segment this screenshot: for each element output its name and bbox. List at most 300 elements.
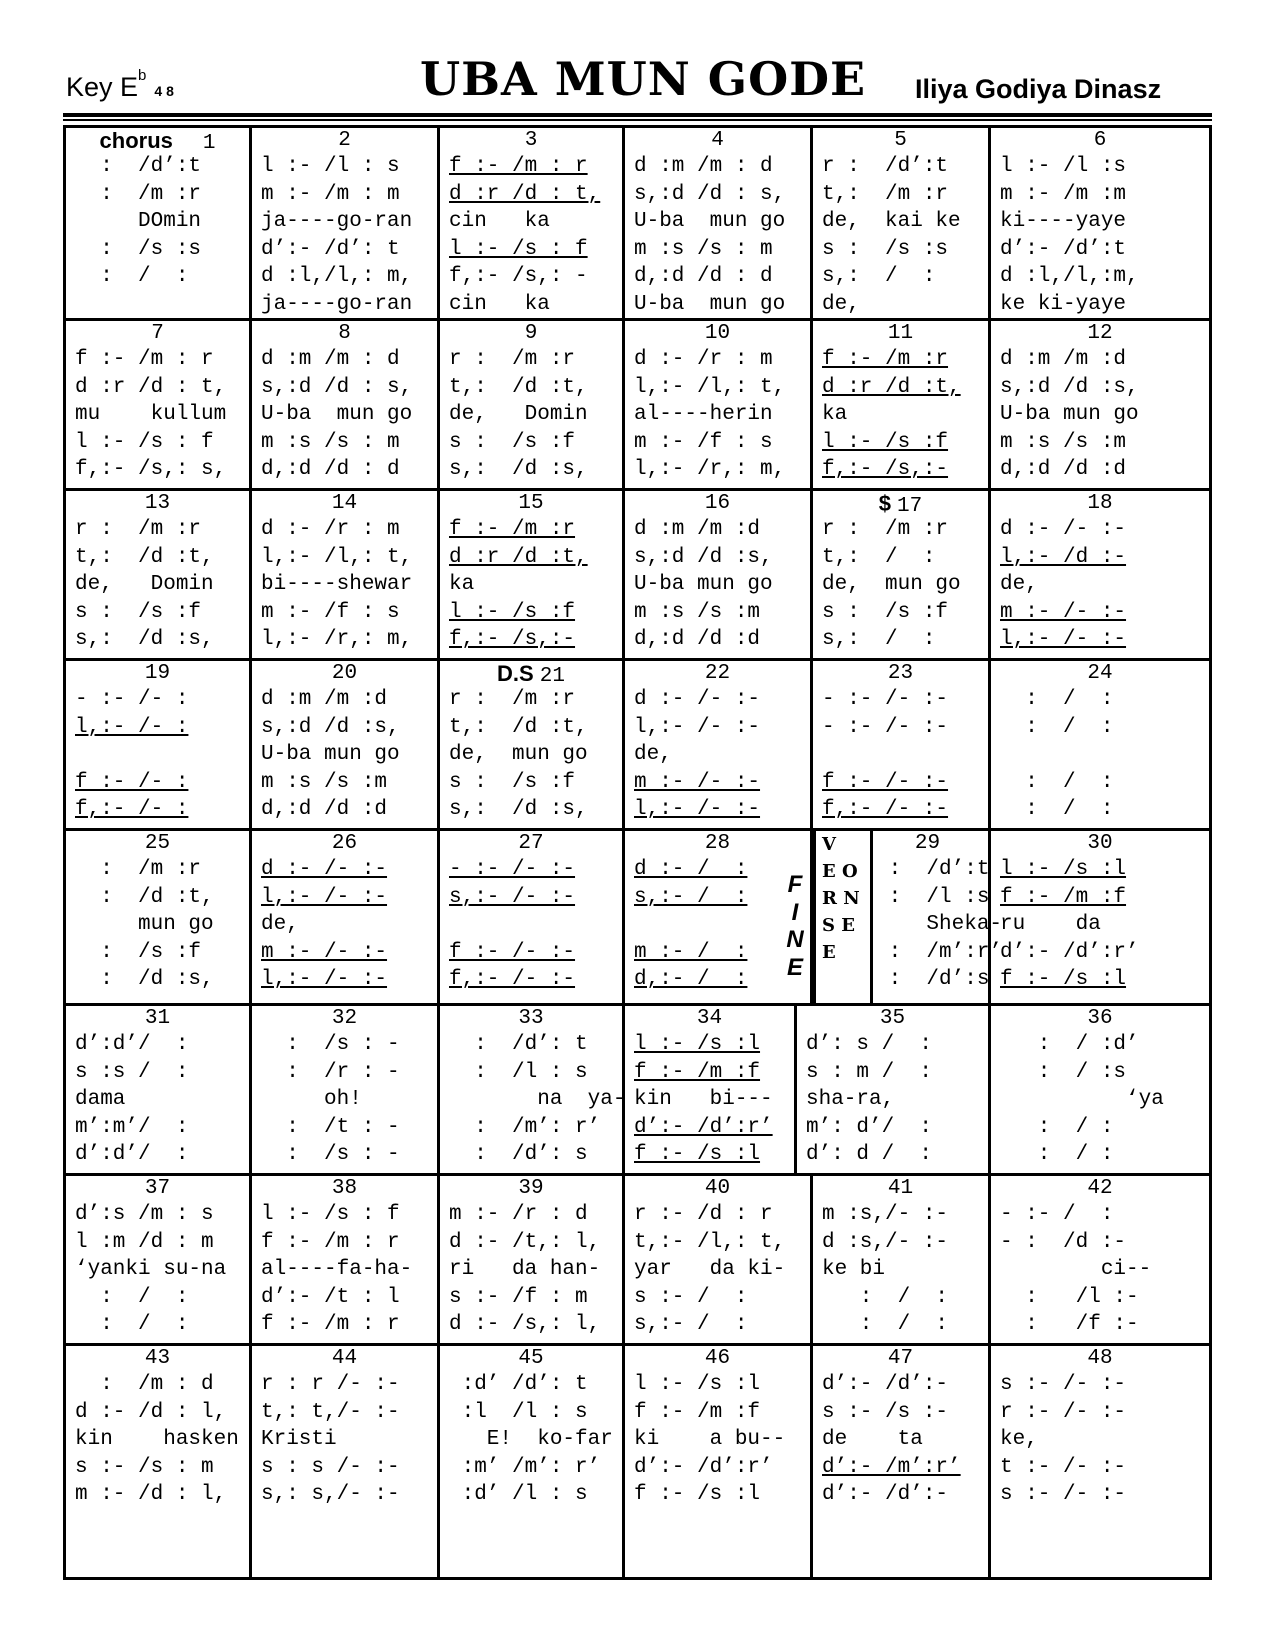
solfa-line: oh! bbox=[261, 1088, 362, 1111]
measure-1 bbox=[66, 128, 249, 318]
measure-lines bbox=[797, 1031, 988, 1169]
solfa-line: DOmin bbox=[75, 210, 202, 233]
measure-number-text: 35 bbox=[879, 1007, 906, 1030]
measure-number bbox=[252, 661, 437, 686]
measure-lines bbox=[813, 686, 988, 824]
time-signature: 4 8 bbox=[154, 83, 174, 99]
measure-lines bbox=[625, 516, 810, 654]
measure-number-text: 6 bbox=[1093, 129, 1107, 152]
solfa-line: f,:- /- :- bbox=[449, 968, 576, 991]
solfa-line: - :- /- : bbox=[75, 688, 189, 711]
solfa-line: d’:- /m’:r’ bbox=[822, 1455, 961, 1479]
solfa-line: t,: /d :t, bbox=[75, 545, 214, 569]
solfa-line: : /d :t, bbox=[75, 885, 214, 909]
solfa-line: l :- /s : f bbox=[75, 430, 214, 454]
solfa-line: s :- /- :- bbox=[1000, 1373, 1127, 1396]
measure-lines bbox=[991, 686, 1209, 824]
measure-number bbox=[625, 1006, 794, 1031]
measure-number bbox=[813, 128, 988, 153]
solfa-line: l :- /s : f bbox=[449, 237, 588, 261]
solfa-line: s : /s :f bbox=[449, 430, 576, 454]
measure-44 bbox=[249, 1346, 437, 1580]
measure-lines bbox=[625, 686, 810, 824]
solfa-line: l,:- /r,: m, bbox=[634, 458, 786, 481]
solfa-line: l :- /s : f bbox=[261, 1203, 400, 1226]
verse-letter: E bbox=[822, 942, 836, 963]
measure-number-text: 42 bbox=[1087, 1177, 1113, 1200]
solfa-line: U-ba mun go bbox=[634, 210, 786, 233]
solfa-line: de, Domin bbox=[449, 403, 588, 426]
measure-number-text: 9 bbox=[524, 322, 538, 345]
measure-number bbox=[66, 491, 249, 516]
solfa-line: m :s /s : m bbox=[634, 237, 773, 261]
solfa-line: de, bbox=[822, 292, 860, 316]
measure-lines bbox=[252, 516, 437, 654]
measure-lines bbox=[991, 516, 1209, 654]
solfa-line: f :- /- :- bbox=[449, 940, 576, 964]
solfa-line: d :l,/l,: m, bbox=[261, 265, 413, 288]
measure-lines bbox=[252, 1201, 437, 1339]
measure-31 bbox=[66, 1006, 249, 1176]
measure-number bbox=[252, 1346, 437, 1371]
fine-letter: F bbox=[787, 871, 803, 898]
measure-number-text: 48 bbox=[1087, 1347, 1113, 1370]
solfa-line: d :- /t,: l, bbox=[449, 1230, 601, 1254]
solfa-line: s,:- /- :- bbox=[449, 885, 576, 909]
solfa-line: U-ba mun go bbox=[261, 403, 413, 426]
measure-15 bbox=[437, 491, 622, 661]
fine-label bbox=[780, 871, 810, 981]
measure-number bbox=[813, 321, 988, 346]
measure-number-text: 41 bbox=[887, 1177, 914, 1200]
solfa-line: U-ba mun go bbox=[261, 743, 400, 766]
measure-lines bbox=[991, 1201, 1209, 1339]
solfa-line: : / : bbox=[1000, 1143, 1114, 1166]
measure-number bbox=[797, 1006, 988, 1031]
measure-number bbox=[440, 128, 622, 153]
solfa-line: cin ka bbox=[449, 210, 550, 233]
measure-number bbox=[991, 1346, 1209, 1371]
measure-lines bbox=[66, 153, 249, 291]
solfa-line: m :- /- :- bbox=[261, 940, 388, 964]
measure-number-text: 19 bbox=[144, 662, 171, 685]
measure-number bbox=[252, 831, 437, 856]
measure-number bbox=[813, 661, 988, 686]
solfa-line: d’:- /d’:r’ bbox=[634, 1455, 773, 1479]
solfa-line: dama bbox=[75, 1088, 126, 1111]
solfa-line: s : m / : bbox=[806, 1060, 933, 1084]
measure-number-text: 14 bbox=[331, 492, 358, 515]
solfa-line: ri da han- bbox=[449, 1258, 601, 1281]
solfa-line: ki a bu-- bbox=[634, 1428, 786, 1451]
solfa-line: : /d’:s bbox=[876, 968, 990, 991]
header-rule-thin bbox=[63, 119, 1212, 121]
verse-letter: R N bbox=[822, 888, 860, 909]
solfa-line: al----herin bbox=[634, 403, 773, 426]
solfa-line: d,:d /d :d bbox=[1000, 458, 1127, 481]
solfa-line: d :r /d : t, bbox=[75, 375, 227, 399]
solfa-line: s : /s :f bbox=[822, 600, 949, 624]
solfa-line: : / : bbox=[1000, 1115, 1114, 1139]
solfa-line: f :- /m :f bbox=[1000, 885, 1127, 909]
solfa-line: t,: / : bbox=[822, 545, 936, 569]
measure-number bbox=[252, 321, 437, 346]
solfa-line: m :- /- :- bbox=[1000, 600, 1127, 624]
solfa-line: l :m /d : m bbox=[75, 1230, 214, 1254]
solfa-line: mun go bbox=[75, 913, 214, 936]
measure-lines bbox=[991, 856, 1209, 994]
fine-letter: E bbox=[786, 953, 803, 981]
measure-17 bbox=[810, 491, 988, 661]
measure-lines bbox=[440, 686, 622, 824]
solfa-line: d’:- /t : l bbox=[261, 1285, 400, 1309]
measure-46 bbox=[622, 1346, 810, 1580]
measure-lines bbox=[625, 1371, 810, 1509]
solfa-line: f :- /s :l bbox=[634, 1483, 761, 1506]
solfa-line: na ya- bbox=[449, 1088, 626, 1111]
measure-lines bbox=[440, 856, 622, 994]
solfa-line: : / : bbox=[1000, 688, 1114, 711]
solfa-line: : /m’:r’ bbox=[876, 940, 1003, 964]
solfa-line: de, mun go bbox=[822, 573, 961, 596]
solfa-line: f :- /- :- bbox=[822, 770, 949, 794]
measure-38 bbox=[249, 1176, 437, 1346]
measure-number-text: 31 bbox=[144, 1007, 171, 1030]
measure-number-text: 44 bbox=[331, 1347, 358, 1370]
solfa-line: r : /m :r bbox=[449, 688, 576, 711]
solfa-line: m :s /s :m bbox=[1000, 430, 1127, 454]
solfa-line: yar da ki- bbox=[634, 1258, 786, 1281]
measure-number-text: 47 bbox=[887, 1347, 914, 1370]
measure-lines bbox=[440, 1031, 626, 1169]
measure-35 bbox=[794, 1006, 988, 1176]
solfa-line bbox=[449, 911, 622, 939]
solfa-line: d’: s / : bbox=[806, 1033, 933, 1056]
measure-lines bbox=[66, 686, 249, 824]
measure-13 bbox=[66, 491, 249, 661]
solfa-line: m’:m’/ : bbox=[75, 1115, 189, 1139]
measure-number-text: 2 bbox=[338, 129, 351, 152]
solfa-line: r :- /d : r bbox=[634, 1203, 773, 1226]
measure-18 bbox=[988, 491, 1209, 661]
solfa-line: : / : bbox=[822, 1313, 949, 1336]
solfa-line: d,:- / : bbox=[634, 968, 748, 991]
measure-14 bbox=[249, 491, 437, 661]
solfa-line: f,:- /s,:- bbox=[822, 458, 949, 481]
solfa-line: s,: / : bbox=[822, 628, 936, 651]
measure-lines bbox=[625, 346, 810, 484]
measure-number-text: 1 bbox=[202, 132, 216, 155]
solfa-line: d’:- /d’: t bbox=[261, 237, 400, 261]
measure-number-text: 16 bbox=[704, 492, 731, 515]
solfa-line: : /s : - bbox=[261, 1143, 400, 1166]
solfa-line: d’:d’/ : bbox=[75, 1143, 189, 1166]
key-signature bbox=[66, 67, 174, 103]
verse-letter: E O bbox=[822, 861, 858, 882]
measure-42 bbox=[988, 1176, 1209, 1346]
solfa-line: t,: /m :r bbox=[822, 182, 949, 206]
solfa-line: : / : bbox=[1000, 715, 1114, 739]
measure-lines bbox=[625, 1031, 794, 1169]
solfa-line: s :s / : bbox=[75, 1060, 189, 1084]
solfa-line: s : /s :s bbox=[822, 237, 949, 261]
measure-number-text: 36 bbox=[1087, 1007, 1113, 1030]
solfa-line: m :- /m :m bbox=[1000, 182, 1127, 206]
solfa-line: d :m /m :d bbox=[1000, 348, 1127, 371]
measure-number bbox=[625, 831, 810, 856]
solfa-line: l,:- /- :- bbox=[261, 885, 388, 909]
solfa-line: s,: s,/- :- bbox=[261, 1483, 400, 1506]
solfa-line: de, bbox=[634, 743, 672, 766]
measure-29 bbox=[810, 831, 1003, 1006]
solfa-line: s,:- / : bbox=[634, 885, 748, 909]
measure-lines bbox=[252, 1371, 437, 1509]
solfa-line: s,:d /d : s, bbox=[261, 375, 413, 399]
key-flat: b bbox=[138, 67, 147, 84]
solfa-line: : /t : - bbox=[261, 1115, 400, 1139]
measure-number-text: 30 bbox=[1087, 832, 1113, 855]
measure-number bbox=[813, 491, 988, 516]
measure-number bbox=[440, 1176, 622, 1201]
measure-lines bbox=[813, 153, 988, 318]
solfa-line: ru da bbox=[1000, 913, 1101, 936]
solfa-line: f :- /m : r bbox=[261, 1313, 400, 1336]
measure-number bbox=[625, 661, 810, 686]
solfa-line: f :- /m :r bbox=[449, 518, 576, 541]
measure-number-text: 13 bbox=[144, 492, 171, 515]
measure-number-text: 18 bbox=[1087, 492, 1113, 515]
solfa-line: r : r /- :- bbox=[261, 1373, 400, 1396]
solfa-line: : /m : d bbox=[75, 1373, 214, 1396]
measure-20 bbox=[249, 661, 437, 831]
measure-lines bbox=[991, 1371, 1209, 1509]
solfa-line: s,: /d :s, bbox=[449, 798, 588, 821]
solfa-line: : / : bbox=[75, 1313, 189, 1336]
measure-lines bbox=[252, 153, 437, 318]
measure-lines bbox=[867, 856, 1003, 994]
solfa-line: d’: d / : bbox=[806, 1143, 933, 1166]
solfa-line: l :- /l :s bbox=[1000, 155, 1127, 178]
solfa-line: d’:d’/ : bbox=[75, 1033, 189, 1056]
solfa-line: s,:d /d :s, bbox=[634, 545, 773, 569]
measure-row bbox=[66, 1173, 1209, 1346]
measure-number bbox=[66, 1346, 249, 1371]
solfa-line bbox=[1000, 741, 1209, 769]
solfa-line: de ta bbox=[822, 1428, 923, 1451]
measure-number bbox=[625, 1176, 810, 1201]
solfa-line: d :r /d :t, bbox=[449, 545, 588, 569]
measure-16 bbox=[622, 491, 810, 661]
solfa-line: l :- /s :f bbox=[822, 430, 949, 454]
measure-lines bbox=[813, 1371, 988, 1509]
measure-12 bbox=[988, 321, 1209, 491]
solfa-line: s,: / : bbox=[822, 265, 936, 288]
solfa-line: d :m /m :d bbox=[261, 688, 388, 711]
measure-lines bbox=[625, 1201, 810, 1339]
measure-5 bbox=[810, 128, 988, 318]
solfa-line: t,:- /l,: t, bbox=[634, 1230, 786, 1254]
tonic-solfa-grid bbox=[63, 125, 1212, 1580]
measure-number bbox=[440, 321, 622, 346]
measure-row bbox=[66, 658, 1209, 831]
measure-lines bbox=[252, 686, 437, 824]
solfa-line: s :- /- :- bbox=[1000, 1483, 1127, 1506]
solfa-line: d’:- /d’:r’ bbox=[634, 1115, 773, 1139]
solfa-line: : / : bbox=[822, 1285, 949, 1309]
measure-22 bbox=[622, 661, 810, 831]
measure-row bbox=[66, 1343, 1209, 1580]
measure-34 bbox=[622, 1006, 794, 1176]
solfa-line: l,:- /l,: t, bbox=[634, 375, 786, 399]
measure-23 bbox=[810, 661, 988, 831]
measure-number bbox=[66, 1176, 249, 1201]
solfa-line: t,: /d :t, bbox=[449, 715, 588, 739]
solfa-line: cin ka bbox=[449, 292, 550, 316]
solfa-line bbox=[822, 741, 988, 769]
solfa-line: d :m /m : d bbox=[261, 348, 400, 371]
solfa-line: ka bbox=[822, 403, 848, 426]
solfa-line: d :m /m : d bbox=[634, 155, 773, 178]
solfa-line: l,:- /- :- bbox=[634, 798, 761, 821]
measure-32 bbox=[249, 1006, 437, 1176]
measure-lines bbox=[252, 1031, 437, 1169]
solfa-line: d :- / : bbox=[634, 858, 748, 881]
solfa-line: ka bbox=[449, 573, 475, 596]
measure-19 bbox=[66, 661, 249, 831]
measure-47 bbox=[810, 1346, 988, 1580]
solfa-line: l,:- /l,: t, bbox=[261, 545, 413, 569]
measure-lines bbox=[991, 153, 1209, 318]
measure-number bbox=[867, 831, 988, 856]
measure-11 bbox=[810, 321, 988, 491]
measure-3 bbox=[437, 128, 622, 318]
measure-number bbox=[813, 1176, 988, 1201]
solfa-line: l,:- /- :- bbox=[634, 715, 761, 739]
solfa-line: ke, bbox=[1000, 1428, 1038, 1451]
solfa-line: d,:d /d : d bbox=[634, 265, 773, 288]
measure-number-text: 11 bbox=[887, 322, 914, 345]
solfa-line: d :s,/- :- bbox=[822, 1230, 949, 1254]
measure-number-text: 17 bbox=[897, 495, 923, 518]
solfa-line: d :- /r : m bbox=[634, 348, 773, 371]
solfa-line: f :- /m : r bbox=[449, 155, 588, 178]
solfa-line: ci-- bbox=[1000, 1258, 1152, 1281]
measure-number-text: 45 bbox=[518, 1347, 544, 1370]
solfa-line: de, mun go bbox=[449, 743, 588, 766]
measure-number-text: 10 bbox=[704, 322, 731, 345]
solfa-line: : / :s bbox=[1000, 1060, 1127, 1084]
solfa-line: s :- / : bbox=[634, 1285, 748, 1309]
measure-lines bbox=[66, 856, 249, 994]
measure-lines bbox=[440, 516, 622, 654]
solfa-line: Kristi bbox=[261, 1428, 337, 1451]
measure-number bbox=[991, 1176, 1209, 1201]
measure-number-text: 38 bbox=[331, 1177, 358, 1200]
solfa-line: m’: d’/ : bbox=[806, 1115, 933, 1139]
measure-lines bbox=[66, 516, 249, 654]
measure-number bbox=[440, 831, 622, 856]
page-title: UBA MUN GODE bbox=[420, 52, 867, 106]
measure-number-text: 4 bbox=[711, 129, 724, 152]
solfa-line: de, bbox=[261, 913, 299, 936]
solfa-line: f :- /s :l bbox=[634, 1143, 761, 1166]
solfa-line: s,: /d :s, bbox=[75, 628, 214, 651]
measure-number-text: 28 bbox=[704, 832, 731, 855]
solfa-line: : /r : - bbox=[261, 1060, 400, 1084]
measure-number-text: 27 bbox=[518, 832, 544, 855]
solfa-line: : / : bbox=[75, 265, 189, 288]
solfa-line: r : /m :r bbox=[75, 518, 202, 541]
measure-27 bbox=[437, 831, 622, 1006]
measure-number bbox=[252, 491, 437, 516]
solfa-line: : /f :- bbox=[1000, 1313, 1139, 1336]
verse-letter: S E bbox=[822, 915, 855, 936]
solfa-line: : /d’: t bbox=[449, 1033, 588, 1056]
measure-number bbox=[991, 1006, 1209, 1031]
solfa-line: m :- /d : l, bbox=[75, 1483, 227, 1506]
measure-number bbox=[252, 1176, 437, 1201]
solfa-line: l :- /s :f bbox=[449, 600, 576, 624]
measure-39 bbox=[437, 1176, 622, 1346]
measure-lines bbox=[440, 1201, 622, 1339]
measure-number bbox=[991, 128, 1209, 153]
solfa-line: m :- /f : s bbox=[634, 430, 773, 454]
measure-lines bbox=[66, 1031, 249, 1169]
measure-45 bbox=[437, 1346, 622, 1580]
measure-number bbox=[991, 661, 1209, 686]
measure-number bbox=[625, 128, 810, 153]
measure-row bbox=[66, 828, 1209, 1006]
measure-number bbox=[252, 1006, 437, 1031]
key-label: Key E bbox=[66, 72, 139, 102]
measure-26 bbox=[249, 831, 437, 1006]
solfa-line: t,: /d :t, bbox=[449, 375, 588, 399]
solfa-line: : /d’:t bbox=[876, 858, 990, 881]
solfa-line: al----fa-ha- bbox=[261, 1258, 413, 1281]
solfa-line: - :- / : bbox=[1000, 1203, 1114, 1226]
solfa-line: ke bi bbox=[822, 1258, 886, 1281]
solfa-line: r : /d’:t bbox=[822, 155, 949, 178]
solfa-line: s,: /d :s, bbox=[449, 458, 588, 481]
solfa-line: d,:d /d : d bbox=[261, 458, 400, 481]
measure-24 bbox=[988, 661, 1209, 831]
fine-letter: N bbox=[786, 926, 804, 953]
solfa-line: : /d :s, bbox=[75, 968, 214, 991]
author: Iliya Godiya Dinasz bbox=[915, 74, 1162, 104]
measure-number bbox=[66, 661, 249, 686]
solfa-line: d’:- /d’:- bbox=[822, 1483, 949, 1506]
measure-lines bbox=[625, 153, 810, 318]
solfa-line: s :- /s : m bbox=[75, 1455, 214, 1479]
measure-row bbox=[66, 128, 1209, 318]
solfa-line: f,:- /s,:- bbox=[449, 628, 576, 651]
measure-number bbox=[991, 491, 1209, 516]
solfa-line: l,:- /- :- bbox=[1000, 628, 1127, 651]
measure-21 bbox=[437, 661, 622, 831]
measure-number-text: 23 bbox=[887, 662, 914, 685]
measure-25 bbox=[66, 831, 249, 1006]
measure-number-text: 3 bbox=[524, 129, 538, 152]
measure-number bbox=[991, 321, 1209, 346]
measure-lines bbox=[991, 346, 1209, 484]
solfa-line: f :- /m :r bbox=[822, 348, 949, 371]
measure-number bbox=[625, 1346, 810, 1371]
solfa-line: : / : bbox=[1000, 770, 1114, 794]
measure-lines bbox=[66, 1371, 249, 1509]
measure-48 bbox=[988, 1346, 1209, 1580]
solfa-line: f :- /m : r bbox=[75, 348, 214, 371]
measure-number-text: 7 bbox=[151, 322, 164, 345]
